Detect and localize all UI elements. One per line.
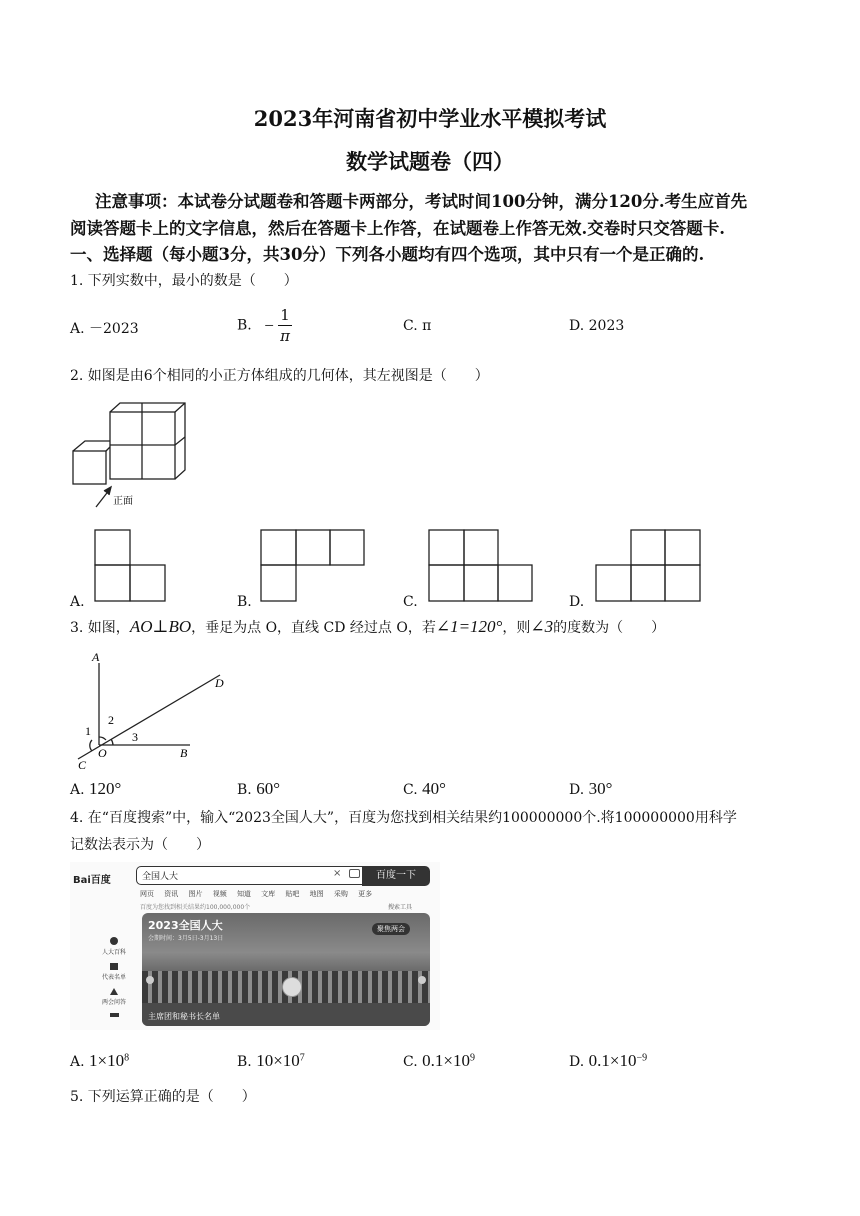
emblem-icon <box>282 977 302 997</box>
q2-option-a: A. <box>70 594 85 610</box>
q4-stem-line2: 记数法表示为（ ） <box>70 837 210 853</box>
result-card[interactable] <box>142 913 430 1026</box>
encyclopedia-icon <box>110 937 118 945</box>
q2-stem: 2. 如图是由6个相同的小正方体组成的几何体，其左视图是（ ） <box>70 368 489 384</box>
q3-option-b: B. 60° <box>237 779 281 798</box>
q3-option-c: C. 40° <box>403 779 446 798</box>
tab-zhidao[interactable]: 知道 <box>236 890 251 898</box>
more-icon <box>110 1013 119 1017</box>
tab-map[interactable]: 地图 <box>309 890 324 898</box>
q1-option-c: C. π <box>403 318 432 334</box>
search-button[interactable]: 百度一下 <box>362 866 430 886</box>
camera-icon[interactable] <box>349 869 360 878</box>
svg-text:3: 3 <box>132 730 138 744</box>
q2-option-d: D. <box>569 594 585 610</box>
tab-tieba[interactable]: 贴吧 <box>285 890 300 898</box>
notice-line-2: 阅读答题卡上的文字信息，然后在答题卡上作答，在试题卷上作答无效.交卷时只交答题卡. <box>70 219 725 238</box>
svg-text:O: O <box>98 746 107 760</box>
front-label: 正面 <box>113 496 133 507</box>
result-count: 百度为您找到相关结果约100,000,000个 <box>140 904 251 911</box>
svg-text:C: C <box>78 758 87 770</box>
tab-purchase[interactable]: 采购 <box>333 890 348 898</box>
q1-option-a: A. －2023 <box>70 321 139 337</box>
cube-solid-figure <box>60 395 200 515</box>
tab-web[interactable]: 网页 <box>140 890 154 898</box>
list-icon <box>110 963 118 970</box>
q1-stem: 1. 下列实数中，最小的数是（ ） <box>70 273 298 289</box>
svg-text:B: B <box>180 746 188 760</box>
baidu-search-screenshot <box>70 862 440 1030</box>
baidu-logo: Bai百度 <box>73 875 111 886</box>
clear-icon[interactable]: × <box>333 868 342 879</box>
tab-more[interactable]: 更多 <box>358 890 373 898</box>
q3-option-d: D. 30° <box>569 779 613 798</box>
card-subtitle: 会期时间：3月5日-3月13日 <box>148 935 224 942</box>
q1-option-b: B. − $\frac{1}{\pi}$ <box>237 306 290 345</box>
side-menu: 人大百科 代表名单 两会问答 <box>100 937 128 1017</box>
tab-news[interactable]: 资讯 <box>164 890 179 898</box>
prev-arrow-icon[interactable] <box>146 976 154 984</box>
exam-subtitle: 数学试题卷（四） <box>346 149 514 174</box>
card-title: 2023全国人大 <box>148 919 223 932</box>
card-caption: 主席团和秘书长名单 <box>148 1012 220 1021</box>
q2-option-b: B. <box>237 594 252 610</box>
q4-option-c: C. $0.1\times 10^9$ <box>403 1051 475 1070</box>
q1-fraction: $\frac{1}{\pi}$ <box>280 306 290 345</box>
q4-stem-line1: 4. 在“百度搜索”中，输入“2023全国人大”，百度为您找到相关结果约100000000个.将100000000用科学 <box>70 810 737 826</box>
notice-line-1: 注意事项：本试卷分试题卷和答题卡两部分，考试时间100分钟，满分120分.考生应首先 <box>95 192 748 211</box>
q4-option-d: D. $0.1\times 10^{-9}$ <box>569 1051 648 1070</box>
search-tools[interactable]: 搜索工具 <box>388 904 413 911</box>
section-heading: 一、选择题（每小题3分，共30分）下列各小题均有四个选项，其中只有一个是正确的. <box>70 245 705 264</box>
q2-option-b-view <box>258 527 366 605</box>
q2-option-c-view <box>426 527 536 605</box>
q5-stem: 5. 下列运算正确的是（ ） <box>70 1089 256 1105</box>
q3-stem: 3. 如图，AO⊥BO，垂足为点 O，直线 CD 经过点 O，若∠1=120°，则∠3的度数为（ ） <box>70 617 666 636</box>
exam-title: 2023年河南省初中学业水平模拟考试 <box>253 106 607 131</box>
q4-option-b: B. $10\times 10^7$ <box>237 1051 305 1070</box>
svg-text:A: A <box>92 650 100 664</box>
tab-video[interactable]: 视频 <box>212 890 227 898</box>
q1-option-d: D. 2023 <box>569 318 625 334</box>
q3-option-a: A. 120° <box>70 779 122 798</box>
svg-text:1: 1 <box>85 724 91 738</box>
angle-figure <box>70 645 240 770</box>
tab-wenku[interactable]: 文库 <box>261 890 276 898</box>
q2-option-c: C. <box>403 594 418 610</box>
q2-option-a-view <box>92 527 168 605</box>
next-arrow-icon[interactable] <box>418 976 426 984</box>
qa-icon <box>110 988 118 995</box>
search-input[interactable]: 全国人大 × <box>136 866 363 885</box>
svg-text:2: 2 <box>108 713 114 727</box>
q2-option-d-view <box>593 527 705 605</box>
q4-option-a: A. $1\times 10^8$ <box>70 1051 130 1070</box>
card-badge[interactable]: 聚焦两会 <box>372 923 410 935</box>
search-tabs <box>140 889 372 899</box>
svg-text:D: D <box>215 676 224 690</box>
tab-images[interactable]: 图片 <box>188 890 203 898</box>
